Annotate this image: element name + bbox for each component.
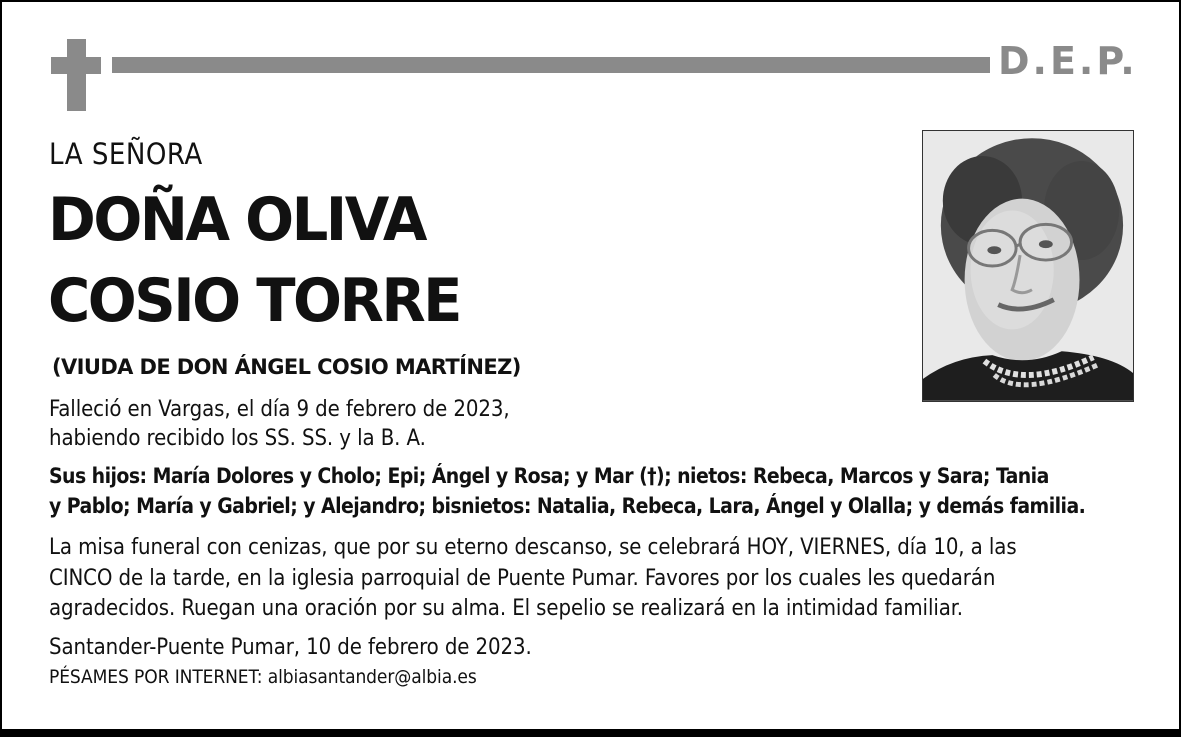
death-line-1: Falleció en Vargas, el día 9 de febrero de 2023,: [49, 397, 510, 422]
widow-of-line: (VIUDA DE DON ÁNGEL COSIO MARTÍNEZ): [52, 355, 521, 379]
family-line-2: y Pablo; María y Gabriel; y Alejandro; bisnietos: Natalia, Rebeca, Lara, Ángel y Olalla; y demás familia.: [49, 494, 1086, 518]
mass-line-1: La misa funeral con cenizas, que por su eterno descanso, se celebrará HOY, VIERNES, día 10, a las: [49, 535, 1017, 560]
family-line-1: Sus hijos: María Dolores y Cholo; Epi; Ángel y Rosa; y Mar (†); nietos: Rebeca, Marcos y Sara; Tania: [49, 464, 1049, 488]
dep-label: D.E.P.: [998, 39, 1138, 83]
condolences-line: PÉSAMES POR INTERNET: albiasantander@albia.es: [49, 666, 477, 688]
cross-icon: [51, 39, 101, 111]
mass-line-2: CINCO de la tarde, en la iglesia parroquial de Puente Pumar. Favores por los cuales les quedarán: [49, 566, 996, 591]
portrait-photo: [922, 130, 1134, 402]
mass-line-3: agradecidos. Ruegan una oración por su alma. El sepelio se realizará en la intimidad familiar.: [49, 596, 963, 621]
place-date-line: Santander-Puente Pumar, 10 de febrero de 2023.: [49, 635, 532, 660]
header-rule: [112, 57, 990, 73]
death-line-2: habiendo recibido los SS. SS. y la B. A.: [49, 426, 426, 451]
title-prefix: LA SEÑORA: [49, 137, 203, 171]
deceased-name-line-2: COSIO TORRE: [48, 266, 461, 336]
deceased-name-line-1: DOÑA OLIVA: [48, 185, 426, 255]
